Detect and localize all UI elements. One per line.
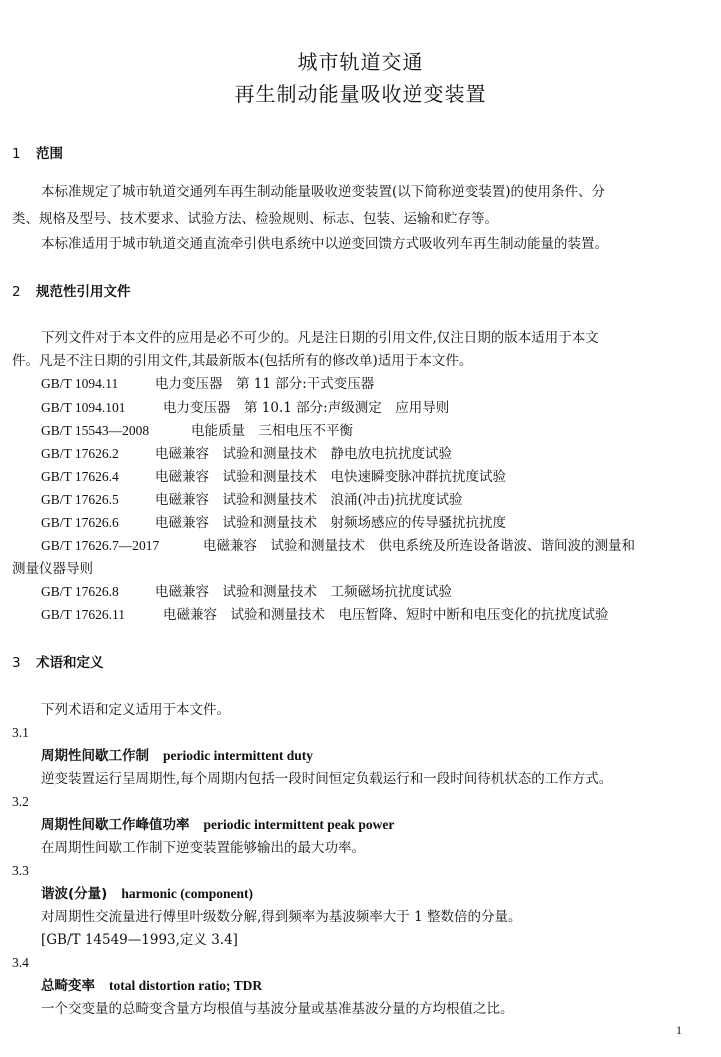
s1-para2: 本标准适用于城市轨道交通直流牵引供电系统中以逆变回馈方式吸收列车再生制动能量的装置。	[41, 236, 608, 252]
reference-item	[41, 491, 463, 509]
term-en: total distortion ratio; TDR	[109, 978, 263, 993]
term-en: periodic intermittent duty	[163, 748, 313, 763]
reference-item	[41, 514, 506, 532]
term-zh: 周期性间歇工作制	[41, 748, 149, 764]
reference-item	[41, 399, 449, 417]
term-zh: 总畸变率	[41, 978, 95, 994]
section-title: 规范性引用文件	[36, 284, 131, 300]
doc-title-line2: 再生制动能量吸收逆变装置	[234, 82, 487, 106]
s2-para1-line2: 件。凡是不注日期的引用文件,其最新版本(包括所有的修改单)适用于本文件。	[12, 353, 473, 369]
section-number: 2	[12, 284, 21, 300]
section-2-heading	[12, 283, 131, 301]
section-number: 3	[12, 655, 21, 671]
reference-code: GB/T 17626.7—2017	[41, 538, 160, 553]
section-number: 1	[12, 146, 21, 162]
reference-title: 电磁兼容 试验和测量技术 静电放电抗扰度试验	[155, 446, 452, 462]
term-heading	[41, 885, 253, 903]
reference-item	[41, 468, 506, 486]
reference-item	[41, 422, 353, 440]
term-zh: 谐波(分量)	[41, 886, 108, 902]
reference-code: GB/T 17626.6	[41, 515, 119, 530]
page-number: 1	[676, 1023, 682, 1037]
reference-item	[41, 537, 635, 555]
term-number: 3.1	[12, 725, 29, 740]
reference-title: 电磁兼容 试验和测量技术 浪涌(冲击)抗扰度试验	[155, 492, 463, 508]
reference-code: GB/T 17626.11	[41, 607, 126, 622]
term-number: 3.4	[12, 955, 29, 970]
term-en: periodic intermittent peak power	[203, 817, 395, 832]
reference-item	[41, 375, 374, 393]
section-3-heading	[12, 654, 104, 672]
reference-item	[41, 606, 609, 624]
reference-title: 电磁兼容 试验和测量技术 电快速瞬变脉冲群抗扰度试验	[155, 469, 506, 485]
reference-code: GB/T 1094.11	[41, 376, 119, 391]
s1-para1-line1: 本标准规定了城市轨道交通列车再生制动能量吸收逆变装置(以下简称逆变装置)的使用条件、分	[41, 184, 606, 200]
reference-title: 电磁兼容 试验和测量技术 电压暂降、短时中断和电压变化的抗扰度试验	[163, 607, 609, 623]
section-1-heading	[12, 145, 63, 163]
term-definition: 逆变装置运行呈周期性,每个周期内包括一段时间恒定负载运行和一段时间待机状态的工作方式。	[41, 771, 613, 787]
term-en: harmonic (component)	[121, 886, 253, 901]
term-zh: 周期性间歇工作峰值功率	[41, 817, 190, 833]
reference-item	[41, 445, 452, 463]
reference-code: GB/T 17626.4	[41, 469, 119, 484]
doc-title-line1: 城市轨道交通	[297, 50, 424, 74]
s2-para1-line1: 下列文件对于本文件的应用是必不可少的。凡是注日期的引用文件,仅注日期的版本适用于本文	[41, 330, 599, 346]
section-title: 范围	[36, 146, 63, 162]
reference-title: 电磁兼容 试验和测量技术 供电系统及所连设备谐波、谐间波的测量和	[203, 538, 635, 554]
reference-title: 测量仪器导则	[12, 561, 93, 577]
s1-para1-line2: 类、规格及型号、技术要求、试验方法、检验规则、标志、包装、运输和贮存等。	[12, 211, 498, 227]
reference-code: GB/T 1094.101	[41, 400, 126, 415]
term-definition: 一个交变量的总畸变含量方均根值与基波分量或基准基波分量的方均根值之比。	[41, 1001, 514, 1017]
term-heading	[41, 747, 313, 765]
reference-title: 电磁兼容 试验和测量技术 射频场感应的传导骚扰抗扰度	[155, 515, 506, 531]
term-definition: 对周期性交流量进行傅里叶级数分解,得到频率为基波频率大于 1 整数倍的分量。	[41, 909, 522, 925]
term-number: 3.2	[12, 794, 29, 809]
reference-code: GB/T 17626.8	[41, 584, 119, 599]
reference-title: 电力变压器 第 11 部分:干式变压器	[155, 376, 375, 392]
reference-code: GB/T 17626.2	[41, 446, 119, 461]
s3-intro: 下列术语和定义适用于本文件。	[41, 702, 230, 718]
term-source: [GB/T 14549—1993,定义 3.4]	[41, 932, 238, 948]
term-heading	[41, 816, 394, 834]
reference-item-continuation	[12, 560, 93, 578]
term-heading	[41, 977, 262, 995]
term-definition: 在周期性间歇工作制下逆变装置能够输出的最大功率。	[41, 840, 365, 856]
reference-code: GB/T 15543—2008	[41, 423, 150, 438]
reference-title: 电力变压器 第 10.1 部分:声级测定 应用导则	[163, 400, 450, 416]
reference-code: GB/T 17626.5	[41, 492, 119, 507]
reference-title: 电能质量 三相电压不平衡	[191, 423, 353, 439]
term-number: 3.3	[12, 863, 29, 878]
reference-title: 电磁兼容 试验和测量技术 工频磁场抗扰度试验	[155, 584, 452, 600]
section-title: 术语和定义	[36, 655, 104, 671]
reference-item	[41, 583, 452, 601]
